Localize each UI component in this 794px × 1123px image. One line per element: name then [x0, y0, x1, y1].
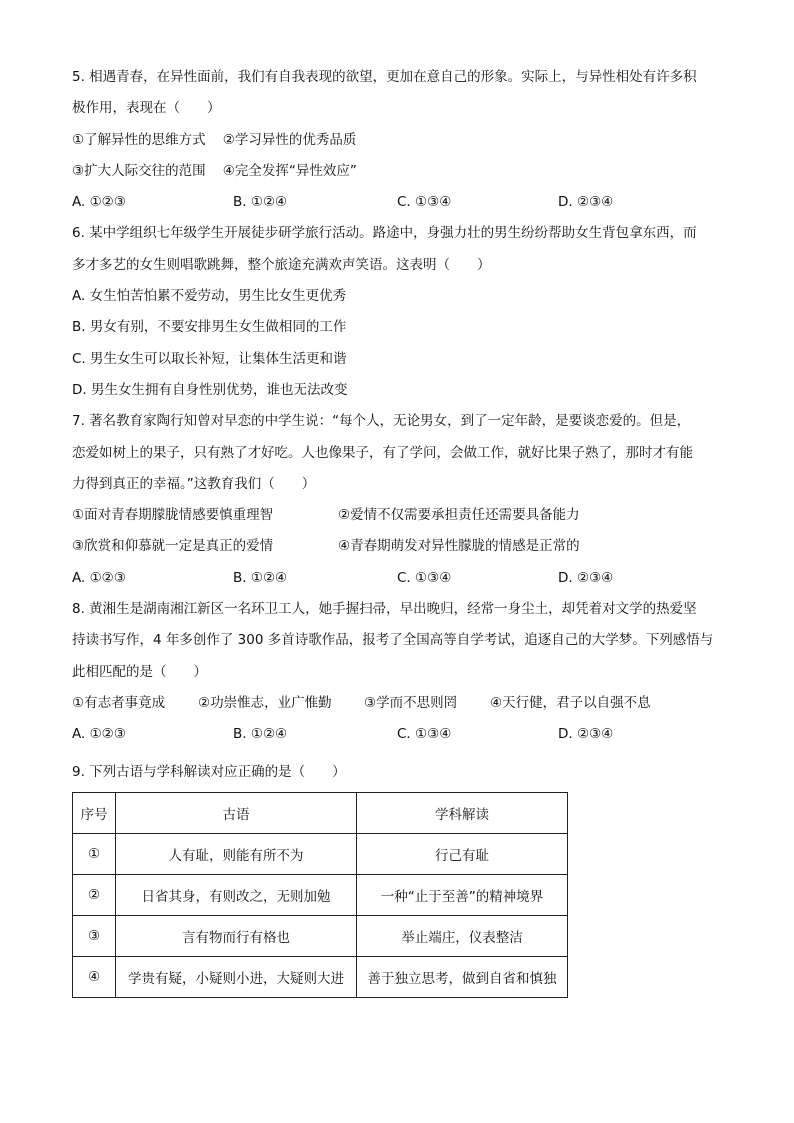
statement: ④青春期萌发对异性朦胧的情感是正常的 — [338, 538, 580, 555]
question-stem: 恋爱如树上的果子，只有熟了才好吃。人也像果子，有了学问，会做工作，就好比果子熟了，那时才有能 — [72, 444, 693, 461]
question-stem: 8. 黄湘生是湖南湘江新区一名环卫工人，她手握扫帚，早出晚归，经常一身尘土，却凭着对文学的热爱坚 — [72, 601, 697, 618]
statement: ④完全发挥“异性效应” — [222, 162, 357, 179]
option-d: D. 男生女生拥有自身性别优势，谁也无法改变 — [72, 381, 348, 398]
table-cell: 言有物而行有格也 — [116, 915, 357, 956]
table-header-cell: 古语 — [116, 792, 357, 833]
exam-page — [72, 62, 732, 998]
option-a: A. ①②③ — [72, 194, 126, 211]
table-header-cell: 学科解读 — [357, 792, 568, 833]
statement: ③欣赏和仰慕就一定是真正的爱情 — [72, 538, 274, 555]
question-6 — [72, 218, 732, 406]
question-5 — [72, 62, 732, 218]
question-stem: 5. 相遇青春，在异性面前，我们有自我表现的欲望，更加在意自己的形象。实际上，与异性相处有许多积 — [72, 69, 697, 85]
option-c: C. ①③④ — [397, 726, 452, 743]
option-d: D. ②③④ — [558, 726, 614, 743]
table-cell: ② — [73, 874, 116, 915]
option-d: D. ②③④ — [558, 569, 614, 586]
statement-line — [72, 500, 732, 531]
statement: ④天行健，君子以自强不息 — [490, 694, 651, 711]
question-stem: 力得到真正的幸福。”这教育我们（ ） — [72, 475, 316, 492]
statement-line — [72, 688, 732, 719]
statement: ②学习异性的优秀品质 — [222, 131, 357, 148]
option-d: D. ②③④ — [558, 194, 614, 211]
statement-line — [72, 125, 732, 156]
option-a: A. 女生怕苦怕累不爱劳动，男生比女生更优秀 — [72, 288, 347, 305]
statement: ①了解异性的思维方式 — [72, 131, 206, 148]
question-stem: 极作用，表现在（ ） — [72, 100, 221, 117]
option-b: B. 男女有别，不要安排男生女生做相同的工作 — [72, 319, 347, 336]
answer-options — [72, 719, 732, 750]
table-cell: 学贵有疑，小疑则小进，大疑则大进 — [116, 956, 357, 997]
statement: ①面对青春期朦胧情感要慎重理智 — [72, 507, 274, 524]
statement: ②功崇惟志，业广惟勤 — [198, 694, 332, 711]
statement: ③扩大人际交往的范围 — [72, 162, 206, 179]
option-b: B. ①②④ — [233, 194, 288, 211]
table-cell: 举止端庄，仪表整洁 — [357, 915, 568, 956]
answer-options — [72, 563, 732, 594]
table-cell: 人有耻，则能有所不为 — [116, 833, 357, 874]
table-cell: 日省其身，有则改之，无则加勉 — [116, 874, 357, 915]
statement: ③学而不思则罔 — [364, 694, 458, 711]
question-stem: 多才多艺的女生则唱歌跳舞，整个旅途充满欢声笑语。这表明（ ） — [72, 256, 491, 273]
table-row — [73, 874, 568, 915]
table-row — [73, 915, 568, 956]
option-c: C. ①③④ — [397, 569, 452, 586]
statement-line — [72, 156, 732, 187]
question-stem: 持读书写作，4 年多创作了 300 多首诗歌作品，报考了全国高等自学考试，追逐自己的大学梦。下列感悟与 — [72, 632, 714, 649]
answer-table — [72, 792, 568, 998]
table-row — [73, 956, 568, 997]
table-cell: 一种“止于至善”的精神境界 — [357, 874, 568, 915]
question-9 — [72, 757, 732, 998]
question-stem: 此相匹配的是（ ） — [72, 663, 207, 680]
question-7 — [72, 406, 732, 594]
answer-options — [72, 187, 732, 218]
question-stem: 6. 某中学组织七年级学生开展徒步研学旅行活动。路途中，身强力壮的男生纷纷帮助女生背包拿东西，而 — [72, 225, 697, 242]
table-cell: 行己有耻 — [357, 833, 568, 874]
statement: ①有志者事竟成 — [72, 694, 166, 711]
table-header-row — [73, 792, 568, 833]
question-stem: 7. 著名教育家陶行知曾对早恋的中学生说：“每个人，无论男女，到了一定年龄，是要谈恋爱的。但是， — [72, 413, 691, 430]
table-header-cell: 序号 — [73, 792, 116, 833]
option-a: A. ①②③ — [72, 569, 126, 586]
table-cell: ① — [73, 833, 116, 874]
question-8 — [72, 594, 732, 750]
table-cell: 善于独立思考，做到自省和慎独 — [357, 956, 568, 997]
option-b: B. ①②④ — [233, 726, 288, 743]
statement: ②爱情不仅需要承担责任还需要具备能力 — [338, 507, 580, 524]
option-b: B. ①②④ — [233, 569, 288, 586]
option-c: C. ①③④ — [397, 194, 452, 211]
question-stem: 9. 下列古语与学科解读对应正确的是（ ） — [72, 763, 346, 780]
statement-line — [72, 531, 732, 562]
table-row — [73, 833, 568, 874]
table-cell: ④ — [73, 956, 116, 997]
table-cell: ③ — [73, 915, 116, 956]
option-a: A. ①②③ — [72, 726, 126, 743]
option-c: C. 男生女生可以取长补短，让集体生活更和谐 — [72, 350, 347, 367]
